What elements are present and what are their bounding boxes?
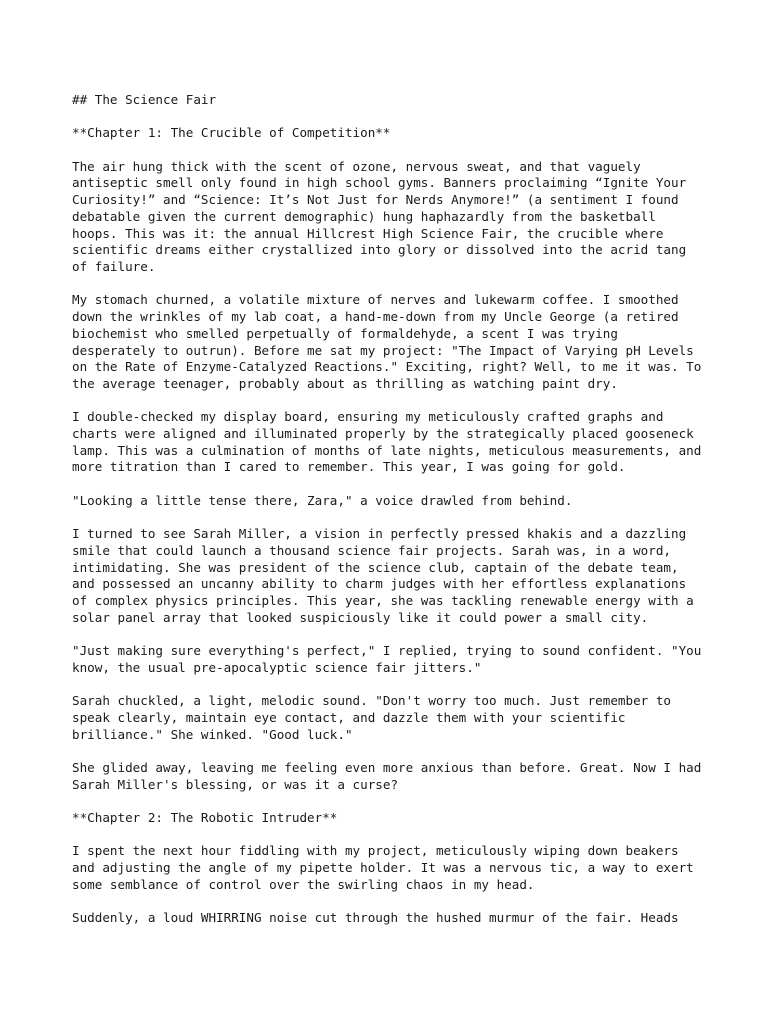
paragraph: I spent the next hour fiddling with my project, meticulously wiping down beakers and adjusting the angle of my pipette holder. It was a nervous tic, a way to exert some semblance of control over the swirling chaos in my head. xyxy=(72,843,694,892)
paragraph: Sarah chuckled, a light, melodic sound. "Don't worry too much. Just remember to speak clearly, maintain eye contact, and dazzle them with your scientific brilliance." She winked. "Good luck." xyxy=(72,693,671,742)
paragraph: She glided away, leaving me feeling even more anxious than before. Great. Now I had Sarah Miller's blessing, or was it a curse? xyxy=(72,759,702,792)
paragraph: The air hung thick with the scent of ozone, nervous sweat, and that vaguely antiseptic smell only found in high school gyms. Banners proclaiming “Ignite Your Curiosity!” and “Science: It’s Not Just for Nerds Anymore!” (a sentiment I found debatable given the current demographic) hung haphazardly from the basketball hoops. This was it: the annual Hillcrest High Science Fair, the crucible where scientific dreams either crystallized into glory or dissolved into the acrid tang of failure. xyxy=(72,158,687,274)
paragraph: "Just making sure everything's perfect," I replied, trying to sound confident. "You know, the usual pre-apocalyptic science fair jitters." xyxy=(72,643,702,675)
paragraph: I double-checked my display board, ensuring my meticulously crafted graphs and charts were aligned and illuminated properly by the strategically placed gooseneck lamp. This was a culmination of months of late nights, meticulous measurements, and more titration than I cared to remember. This year, I was going for gold. xyxy=(72,409,702,475)
chapter-2-title: **Chapter 2: The Robotic Intruder** xyxy=(72,810,338,826)
paragraph: Suddenly, a loud WHIRRING noise cut through the hushed murmur of the fair. Heads xyxy=(72,910,679,926)
paragraph: I turned to see Sarah Miller, a vision in perfectly pressed khakis and a dazzling smile that could launch a thousand science fair projects. Sarah was, in a word, intimidating. She was president of the science club, captain of the debate team, and possessed an uncanny ability to charm judges with her effortless explanations of complex physics principles. This year, she was tackling renewable energy with a solar panel array that looked suspiciously like it could power a small city. xyxy=(72,526,694,625)
paragraph: My stomach churned, a volatile mixture of nerves and lukewarm coffee. I smoothed down the wrinkles of my lab coat, a hand-me-down from my Uncle George (a retired biochemist who smelled perpetually of formaldehyde, a scent I was trying desperately to outrun). Before me sat my project: "The Impact of Varying pH Levels on the Rate of Enzyme-Catalyzed Reactions." Exciting, right? Well, to me it was. To the average teenager, probably about as thrilling as watching paint dry. xyxy=(72,292,702,391)
document-heading: ## The Science Fair xyxy=(72,92,217,107)
document-page xyxy=(72,92,712,944)
chapter-1-title: **Chapter 1: The Crucible of Competition** xyxy=(72,125,391,141)
paragraph: "Looking a little tense there, Zara," a voice drawled from behind. xyxy=(72,492,573,508)
